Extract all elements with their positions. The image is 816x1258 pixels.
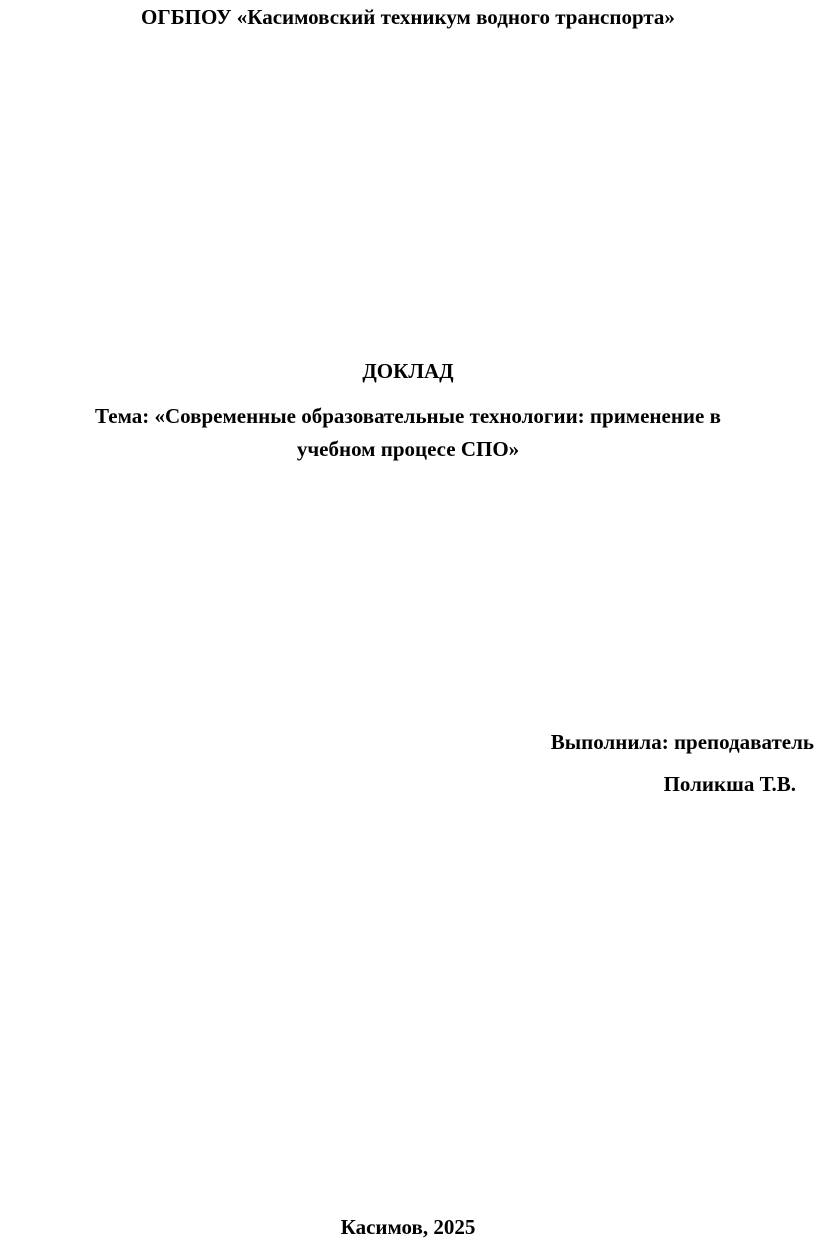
author-name: Поликша Т.В.: [663, 772, 796, 796]
topic-line-2: учебном процесе СПО»: [296, 437, 520, 461]
document-type-heading: ДОКЛАД: [362, 359, 454, 383]
city-year: Касимов, 2025: [340, 1215, 476, 1239]
institution-name: ОГБПОУ «Касимовский техникум водного транспорта»: [141, 5, 675, 29]
topic-line-1: Тема: «Современные образовательные технологии: применение в: [95, 404, 721, 428]
author-role: Выполнила: преподаватель: [550, 730, 814, 754]
